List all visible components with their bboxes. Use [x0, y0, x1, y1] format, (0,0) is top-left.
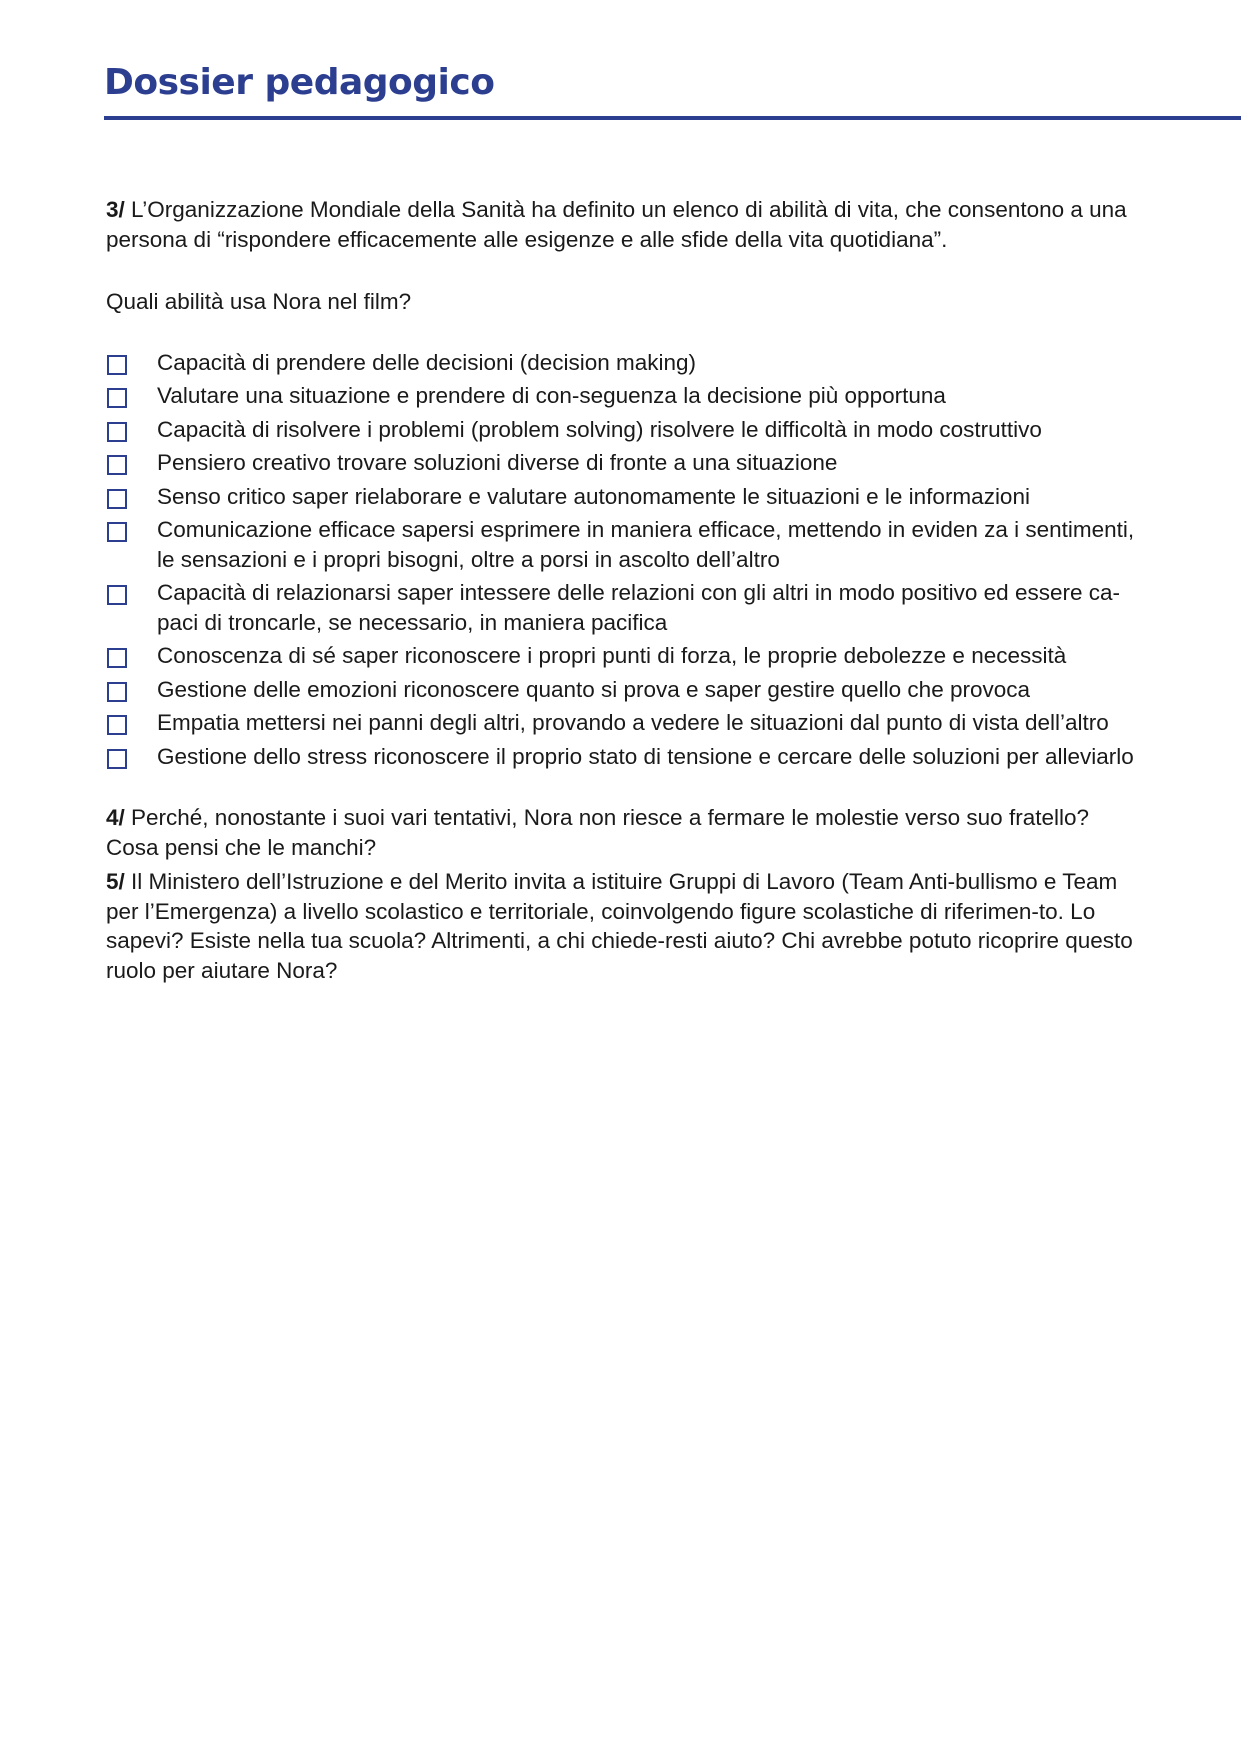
skill-label: Capacità di prendere delle decisioni (decision making) — [157, 349, 697, 375]
skill-label: Senso critico saper rielaborare e valutare autonomamente le situazioni e le informazioni — [157, 483, 1030, 509]
title-divider — [104, 116, 1241, 120]
skill-item-critical-thinking — [106, 482, 1136, 512]
skill-label: Pensiero creativo trovare soluzioni diverse di fronte a una situazione — [157, 450, 838, 475]
question-4 — [106, 803, 1136, 862]
skill-item-decision-making — [106, 348, 1136, 378]
skills-checklist — [106, 348, 1136, 772]
skill-label: Empatia mettersi nei panni degli altri, provando a vedere le situazioni dal punto di vista dell’altro — [157, 710, 1109, 735]
checkbox-decision-making[interactable] — [107, 355, 127, 375]
skill-item-stress-management — [106, 742, 1136, 772]
question-5 — [106, 867, 1136, 985]
skill-item-communication — [106, 515, 1136, 574]
checkbox-evaluate-situation[interactable] — [107, 388, 127, 408]
skill-item-problem-solving — [106, 415, 1136, 445]
skill-label: Capacità di relazionarsi saper intessere delle relazioni con gli altri in modo positivo ed essere ca-paci di troncarle, se necessario, in maniera pacifica — [157, 580, 1120, 635]
checkbox-creative-thinking[interactable] — [107, 455, 127, 475]
skills-prompt: Quali abilità usa Nora nel film? — [106, 289, 412, 314]
skill-item-relationships — [106, 578, 1136, 637]
skill-item-emotion-management — [106, 675, 1136, 705]
question-3 — [106, 195, 1136, 254]
question-4-number: 4/ — [106, 805, 125, 830]
checkbox-emotion-management[interactable] — [107, 682, 127, 702]
question-4-text: Perché, nonostante i suoi vari tentativi, Nora non riesce a fermare le molestie verso suo fratello? Cosa pensi che le manchi? — [106, 805, 1089, 860]
checkbox-communication[interactable] — [107, 522, 127, 542]
skill-label: Comunicazione efficace sapersi esprimere in maniera efficace, mettendo in eviden za i sentimenti, le sensazioni e i propri bisogni, oltre a porsi in ascolto dell’altro — [157, 517, 1135, 572]
question-3-number: 3/ — [106, 197, 125, 222]
document-body — [106, 195, 1136, 985]
checkbox-relationships[interactable] — [107, 585, 127, 605]
skill-label: Capacità di risolvere i problemi (problem solving) risolvere le difficoltà in modo costruttivo — [157, 416, 1042, 442]
skill-label: Valutare una situazione e prendere di con-seguenza la decisione più opportuna — [157, 383, 946, 408]
skill-item-self-awareness — [106, 641, 1136, 671]
checkbox-stress-management[interactable] — [107, 749, 127, 769]
checkbox-critical-thinking[interactable] — [107, 489, 127, 509]
skill-item-evaluate-situation — [106, 381, 1136, 411]
question-3-text: L’Organizzazione Mondiale della Sanità ha definito un elenco di abilità di vita, che consentono a una persona di “rispondere efficacemente alle esigenze e alle sfide della vita quotidiana”. — [106, 197, 1127, 252]
skill-label: Gestione dello stress riconoscere il proprio stato di tensione e cercare delle soluzioni per alleviarlo — [157, 743, 1134, 769]
question-5-text: Il Ministero dell’Istruzione e del Merito invita a istituire Gruppi di Lavoro (Team Anti-bullismo e Team per l’Emergenza) a livello scolastico e territoriale, coinvolgendo figure scolastiche di riferimen-to. Lo sapevi? Esiste nella tua scuola? Altrimenti, a chi chiede-resti aiuto? Chi avrebbe potuto ricoprire questo ruolo per aiutare Nora? — [106, 869, 1133, 983]
checkbox-empathy[interactable] — [107, 715, 127, 735]
skill-item-creative-thinking — [106, 448, 1136, 478]
skill-label: Conoscenza di sé saper riconoscere i propri punti di forza, le proprie debolezze e necessità — [157, 643, 1067, 668]
checkbox-self-awareness[interactable] — [107, 648, 127, 668]
checkbox-problem-solving[interactable] — [107, 422, 127, 442]
skill-label: Gestione delle emozioni riconoscere quanto si prova e saper gestire quello che provoca — [157, 676, 1031, 702]
skill-item-empathy — [106, 708, 1136, 738]
question-5-number: 5/ — [106, 869, 125, 894]
page-title: Dossier pedagogico — [104, 62, 495, 103]
